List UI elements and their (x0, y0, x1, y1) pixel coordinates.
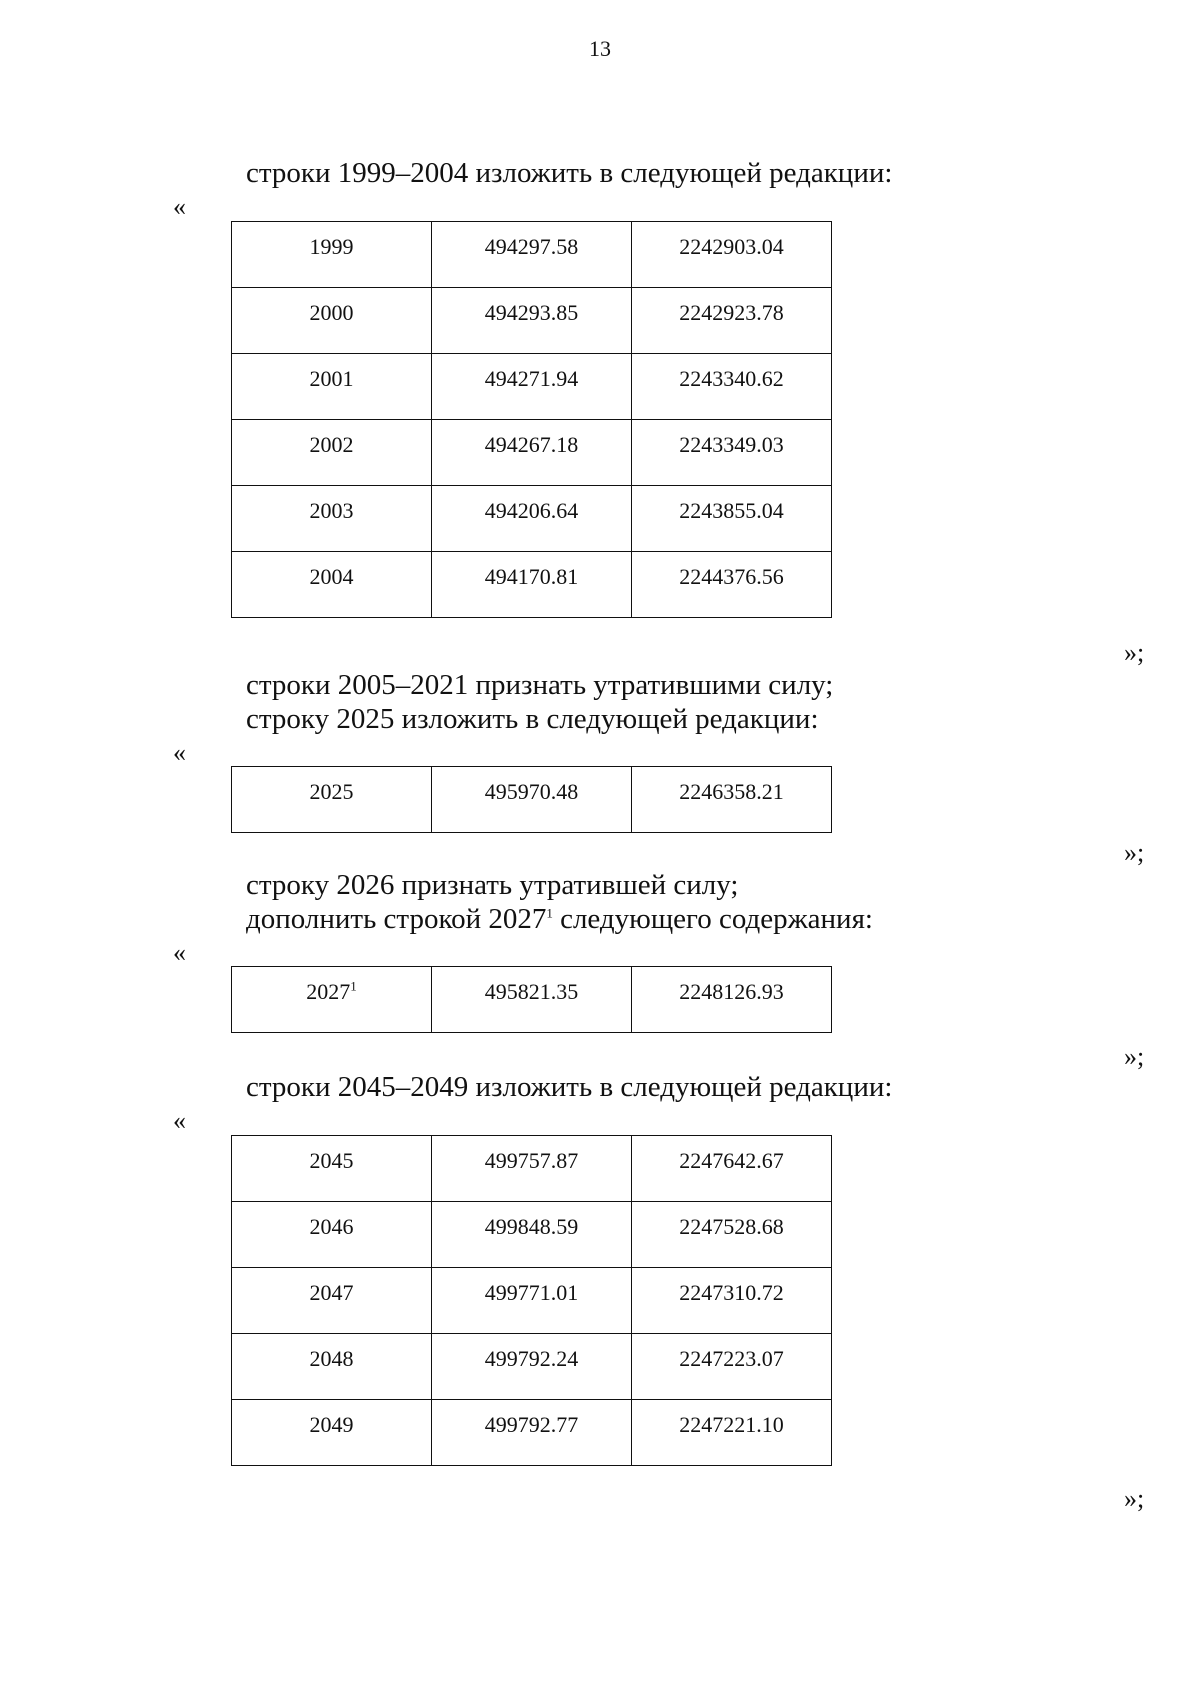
section-1-table (231, 221, 832, 618)
section-2-instruction-line-2: строку 2025 изложить в следующей редакции: (246, 703, 819, 735)
table-row (232, 1334, 832, 1400)
section-2-instruction-line-1: строки 2005–2021 признать утратившими силу; (246, 669, 834, 701)
table-cell: 2047 (232, 1268, 432, 1334)
table-cell: 499792.24 (432, 1334, 632, 1400)
section-2-close-quote: »; (1124, 838, 1145, 867)
table-cell: 494297.58 (432, 222, 632, 288)
section-4-table (231, 1135, 832, 1466)
table-row (232, 288, 832, 354)
table-cell: 2242903.04 (632, 222, 832, 288)
table-row (232, 967, 832, 1033)
table-cell (232, 967, 432, 1033)
superscript: 1 (546, 905, 553, 921)
table-cell: 2243349.03 (632, 420, 832, 486)
table-row (232, 767, 832, 833)
section-1-open-quote: « (173, 192, 186, 221)
table-cell: 499757.87 (432, 1136, 632, 1202)
table-cell: 2048 (232, 1334, 432, 1400)
table-cell: 2025 (232, 767, 432, 833)
table-cell: 499792.77 (432, 1400, 632, 1466)
section-3-close-quote: »; (1124, 1042, 1145, 1071)
table-cell: 2002 (232, 420, 432, 486)
table-cell: 494267.18 (432, 420, 632, 486)
section-3-instruction-line-1: строку 2026 признать утратившей силу; (246, 869, 739, 901)
table-cell: 2046 (232, 1202, 432, 1268)
page-number: 13 (589, 36, 611, 61)
section-3-instruction-line-2 (246, 902, 873, 936)
table-cell: 494206.64 (432, 486, 632, 552)
table-cell: 2247642.67 (632, 1136, 832, 1202)
table-row (232, 222, 832, 288)
section-4-instruction: строки 2045–2049 изложить в следующей редакции: (246, 1071, 893, 1103)
table-cell: 2248126.93 (632, 967, 832, 1033)
table-cell: 494293.85 (432, 288, 632, 354)
table-cell: 2243340.62 (632, 354, 832, 420)
table-cell: 2246358.21 (632, 767, 832, 833)
row-number: 2027 (306, 979, 351, 1004)
line-text: дополнить строкой 2027 (246, 903, 547, 935)
section-4-open-quote: « (173, 1106, 186, 1135)
section-3-open-quote: « (173, 938, 186, 967)
table-cell: 2004 (232, 552, 432, 618)
superscript: 1 (350, 978, 357, 994)
table-row (232, 1400, 832, 1466)
table-row (232, 354, 832, 420)
table-cell: 2247528.68 (632, 1202, 832, 1268)
table-row (232, 1136, 832, 1202)
table-cell: 499848.59 (432, 1202, 632, 1268)
table-cell: 2243855.04 (632, 486, 832, 552)
table-cell: 2244376.56 (632, 552, 832, 618)
table-cell: 2247310.72 (632, 1268, 832, 1334)
table-row (232, 420, 832, 486)
table-cell: 2242923.78 (632, 288, 832, 354)
table-cell: 2049 (232, 1400, 432, 1466)
table-cell: 494170.81 (432, 552, 632, 618)
line-text: следующего содержания: (552, 903, 873, 935)
table-cell: 2247221.10 (632, 1400, 832, 1466)
table-row (232, 1268, 832, 1334)
table-cell: 495970.48 (432, 767, 632, 833)
table-row (232, 552, 832, 618)
table-cell: 1999 (232, 222, 432, 288)
table-cell: 494271.94 (432, 354, 632, 420)
table-row (232, 486, 832, 552)
table-cell: 2003 (232, 486, 432, 552)
section-1-close-quote: »; (1124, 638, 1145, 667)
table-row (232, 1202, 832, 1268)
section-2-open-quote: « (173, 738, 186, 767)
table-cell: 495821.35 (432, 967, 632, 1033)
table-cell: 499771.01 (432, 1268, 632, 1334)
table-cell: 2001 (232, 354, 432, 420)
section-2-table (231, 766, 832, 833)
section-3-table (231, 966, 832, 1033)
table-cell: 2247223.07 (632, 1334, 832, 1400)
section-1-instruction: строки 1999–2004 изложить в следующей редакции: (246, 157, 893, 189)
section-4-close-quote: »; (1124, 1484, 1145, 1513)
table-cell: 2000 (232, 288, 432, 354)
table-cell: 2045 (232, 1136, 432, 1202)
